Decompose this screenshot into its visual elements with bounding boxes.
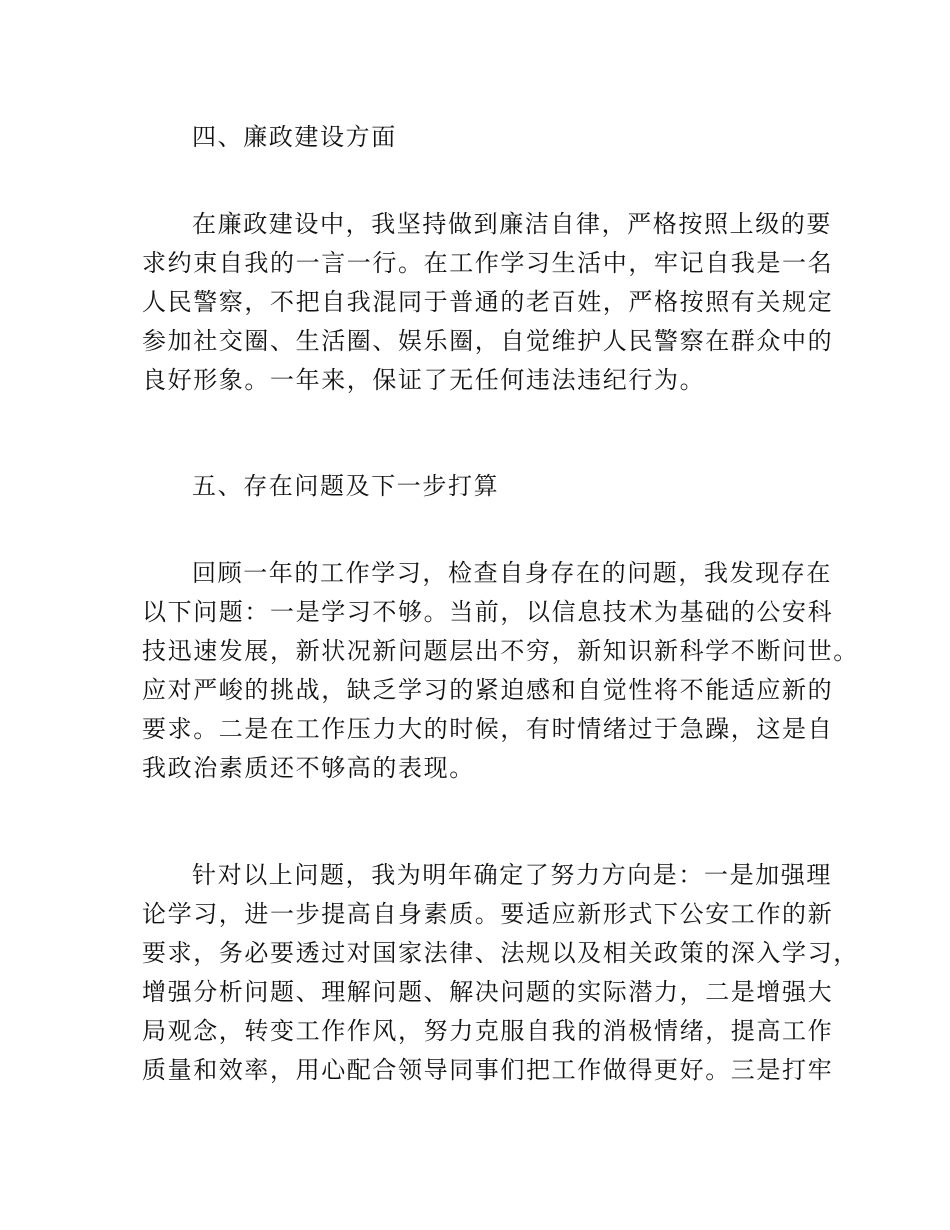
paragraph-line: 论学习，进一步提高自身素质。要适应新形式下公安工作的新: [142, 900, 834, 928]
paragraph-line: 要求，务必要透过对国家法律、法规以及相关政策的深入学习，: [142, 939, 859, 967]
paragraph-line: 技迅速发展，新状况新问题层出不穷，新知识新科学不断问世。: [142, 637, 859, 665]
paragraph-problems: [142, 554, 859, 788]
paragraph-line: 增强分析问题、理解问题、解决问题的实际潜力，二是增强大: [142, 978, 834, 1006]
paragraph-line: 针对以上问题，我为明年确定了努力方向是：一是加强理: [192, 861, 832, 889]
paragraph-line: 我政治素质还不够高的表现。: [142, 754, 475, 782]
heading-text: 五、存在问题及下一步打算: [192, 472, 500, 500]
paragraph-line: 应对严峻的挑战，缺乏学习的紧迫感和自觉性将不能适应新的: [142, 676, 834, 704]
paragraph-line: 局观念，转变工作作风，努力克服自我的消极情绪，提高工作: [142, 1017, 834, 1045]
paragraph-line: 要求。二是在工作压力大的时候，有时情绪过于急躁，这是自: [142, 715, 834, 743]
paragraph-line: 求约束自我的一言一行。在工作学习生活中，牢记自我是一名: [142, 249, 834, 277]
paragraph-line: 回顾一年的工作学习，检查自身存在的问题，我发现存在: [192, 559, 832, 587]
paragraph-integrity: [142, 205, 834, 400]
section-heading-5: [142, 467, 822, 506]
paragraph-line: 人民警察，不把自我混同于普通的老百姓，严格按照有关规定: [142, 288, 834, 316]
heading-text: 四、廉政建设方面: [192, 123, 397, 151]
paragraph-line: 在廉政建设中，我坚持做到廉洁自律，严格按照上级的要: [192, 210, 832, 238]
paragraph-plans: [142, 856, 859, 1090]
section-heading-4: [142, 118, 822, 157]
paragraph-line: 质量和效率，用心配合领导同事们把工作做得更好。三是打牢: [142, 1056, 834, 1084]
paragraph-line: 以下问题：一是学习不够。当前，以信息技术为基础的公安科: [142, 598, 834, 626]
paragraph-line: 良好形象。一年来，保证了无任何违法违纪行为。: [142, 366, 706, 394]
paragraph-line: 参加社交圈、生活圈、娱乐圈，自觉维护人民警察在群众中的: [142, 327, 834, 355]
